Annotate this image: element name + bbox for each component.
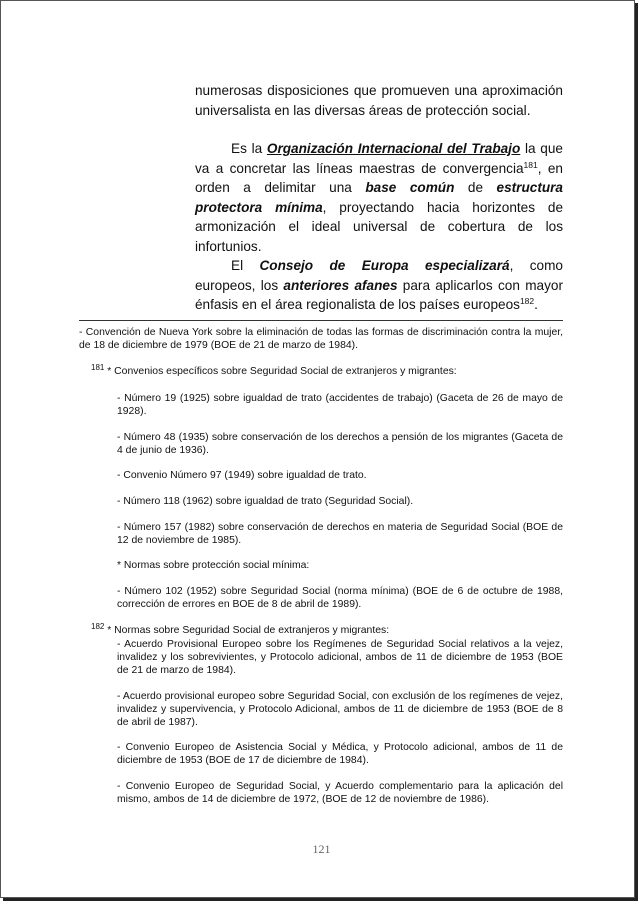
emphasis-ilo: Organización Internacional del Trabajo [266, 141, 521, 156]
text-run: de [454, 180, 497, 195]
text-run: . [534, 297, 538, 312]
page-number: 121 [312, 842, 331, 856]
footnote-number: 181 [91, 363, 105, 372]
paragraph-text [195, 139, 563, 256]
text-run: , como europeos, los [195, 258, 563, 293]
text-run: , proyectando hacia horizontes de armonización el ideal universal de cobertura de los infortunios. [195, 199, 563, 254]
footnote-item: - Convenio Europeo de Asistencia Social y Médica, y Protocolo adicional, ambos de 11 de diciembre de 1953 (BOE de 17 de diciembre de 1984). [117, 742, 563, 766]
footnote-ref-181[interactable]: 181 [523, 159, 538, 170]
footnote-intro: * Normas sobre Seguridad Social de extranjeros y migrantes: [107, 625, 390, 636]
emphasis-consejo-europa: Consejo de Europa especializará [259, 258, 510, 273]
text-run: Es la [231, 141, 267, 156]
footnote-item: - Número 157 (1982) sobre conservación de derechos en materia de Seguridad Social (BOE de 12 de noviembre de 1985). [117, 522, 563, 546]
footnote-item: - Acuerdo Provisional Europeo sobre los Regímenes de Seguridad Social relativos a la vejez, invalidez y los sobrevivientes, y Protocolo adicional, ambos de 11 de diciembre de 1953 (BOE de 21 de marzo de 1984). [117, 639, 563, 676]
footnote-number: 182 [91, 622, 105, 631]
footnote-item: - Número 19 (1925) sobre igualdad de trato (accidentes de trabajo) (Gaceta de 26 de mayo de 1928). [117, 393, 563, 417]
footnote-182-heading [91, 624, 563, 637]
body-paragraph-3 [195, 256, 563, 315]
body-paragraph-1 [195, 81, 563, 120]
emphasis-anteriores-afanes: anteriores afanes [283, 277, 398, 293]
text-run: para aplicarlos con mayor énfasis en el área regionalista de los países europeos [195, 277, 563, 312]
footnote-item: - Acuerdo provisional europeo sobre Seguridad Social, con exclusión de los regímenes de vejez, invalidez y supervivencia, y Protocolo Adicional, ambos de 11 de diciembre de 1953 (BOE de 8 de abril de 1987). [117, 691, 563, 728]
text-run: , en orden a delimitar una [195, 160, 563, 195]
footnote-item: - Número 48 (1935) sobre conservación de los derechos a pensión de los migrantes (Gaceta de 4 de junio de 1936). [117, 432, 563, 456]
footnote-ref-182[interactable]: 182 [519, 296, 535, 306]
footnote-item: * Normas sobre protección social mínima: [117, 560, 310, 571]
text-run: la que va a concretar las líneas maestras de convergencia [195, 141, 563, 176]
emphasis-base-comun: base común [365, 180, 455, 195]
footnote-continuation: - Convención de Nueva York sobre la eliminación de todas las formas de discriminación contra la mujer, de 18 de diciembre de 1979 (BOE de 21 de marzo de 1984). [79, 327, 563, 351]
footnote-181-heading [91, 365, 563, 378]
paragraph-text: numerosas disposiciones que promueven una aproximación universalista en las diversas áreas de protección social. [195, 83, 563, 118]
footnote-intro: * Convenios específicos sobre Seguridad Social de extranjeros y migrantes: [107, 366, 457, 377]
footnote-item: - Convenio Número 97 (1949) sobre igualdad de trato. [117, 470, 367, 481]
footnote-item: - Número 118 (1962) sobre igualdad de trato (Seguridad Social). [117, 496, 414, 507]
footnote-separator [79, 320, 563, 321]
emphasis-estructura: estructura protectora mínima [195, 180, 563, 215]
footnote-item: - Convenio Europeo de Seguridad Social, y Acuerdo complementario para la aplicación del mismo, ambos de 14 de diciembre de 1972, (BOE de 12 de noviembre de 1986). [117, 781, 563, 805]
footnote-item: - Número 102 (1952) sobre Seguridad Social (norma mínima) (BOE de 6 de octubre de 1988, corrección de errores en BOE de 8 de abril de 1989). [117, 586, 563, 610]
body-paragraph-2 [195, 139, 563, 256]
paragraph-text [195, 256, 563, 315]
text-run: El [231, 258, 260, 273]
